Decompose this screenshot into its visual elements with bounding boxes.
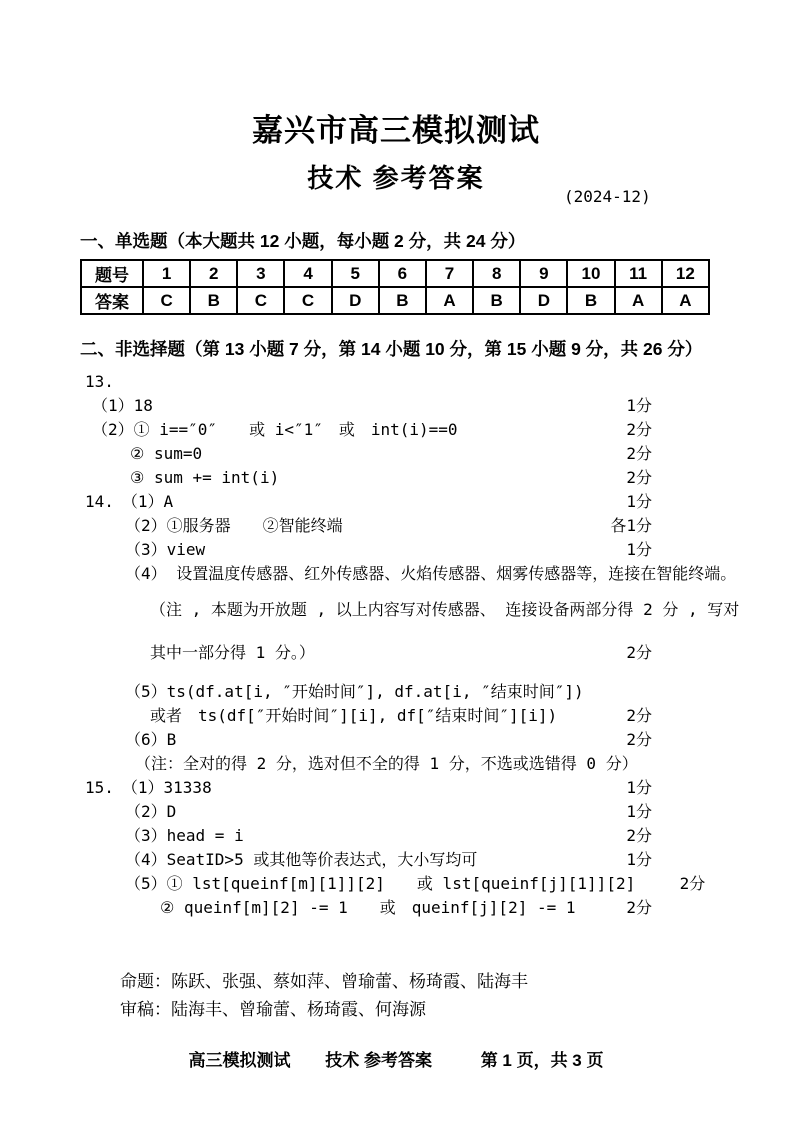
answer-line-text: 15. （1）31338 <box>85 778 212 797</box>
answer-line-text: （注 , 本题为开放题 , 以上内容写对传感器、 连接设备两部分得 2 分 , 写对 <box>150 600 740 619</box>
table-cell: D <box>332 287 379 314</box>
answer-line-text: （1）18 <box>92 396 153 415</box>
credits-reviewers: 审稿：陆海丰、曾瑜蕾、杨琦霞、何海源 <box>120 1000 426 1019</box>
footer-exam-name: 高三模拟测试 <box>188 1051 291 1070</box>
answer-line-score: 2分 <box>626 826 652 845</box>
answer-line-text: （注：全对的得 2 分，选对但不全的得 1 分，不选或选错得 0 分） <box>135 754 638 773</box>
answer-line-text: （2）D <box>125 802 177 821</box>
page-footer <box>80 1046 712 1071</box>
answer-line <box>80 752 712 776</box>
answer-table <box>80 259 710 315</box>
answer-line <box>80 370 712 394</box>
table-cell: 9 <box>520 260 567 287</box>
section1-heading: 一、单选题（本大题共 12 小题，每小题 2 分，共 24 分） <box>80 231 526 251</box>
answer-line-text: 14. （1）A <box>85 492 174 511</box>
table-cell: 11 <box>615 260 662 287</box>
subtitle-row <box>80 163 712 206</box>
answer-line <box>80 728 712 752</box>
answer-line-score: 各1分 <box>610 516 652 535</box>
table-cell: B <box>473 287 520 314</box>
answer-line-score: 2分 <box>626 444 652 463</box>
answer-line-text: ③ sum += int(i) <box>130 468 280 487</box>
answer-line <box>80 848 712 872</box>
answer-line-score: 1分 <box>626 778 652 797</box>
answer-line <box>80 514 712 538</box>
answer-line <box>80 538 712 562</box>
footer-page-info: 第 1 页，共 3 页 <box>480 1051 604 1070</box>
answer-line-score: 2分 <box>626 898 652 917</box>
answer-line-score: 1分 <box>626 540 652 559</box>
answer-line <box>80 896 712 920</box>
answer-line-score: 2分 <box>626 706 652 725</box>
answer-line-score: 1分 <box>626 492 652 511</box>
table-row-header: 题号 <box>81 260 143 287</box>
table-cell: A <box>426 287 473 314</box>
answer-line <box>80 824 712 848</box>
answer-line-score: 1分 <box>626 802 652 821</box>
answer-line <box>80 776 712 800</box>
footer-subject: 技术 参考答案 <box>325 1051 432 1070</box>
answer-line-score: 2分 <box>626 420 652 439</box>
answer-line-text: 或者 ts(df[″开始时间″][i], df[″结束时间″][i]) <box>150 706 558 725</box>
answer-line-text: （4）SeatID>5 或其他等价表达式，大小写均可 <box>125 850 478 869</box>
answer-line <box>80 598 740 622</box>
table-cell: 1 <box>143 260 190 287</box>
answer-line <box>80 466 712 490</box>
table-cell: 12 <box>662 260 709 287</box>
table-cell: A <box>662 287 709 314</box>
answer-line-text: 其中一部分得 1 分。） <box>150 643 315 662</box>
answer-line-score: 2分 <box>626 468 652 487</box>
answer-line-text: ② queinf[m][2] -= 1 或 queinf[j][2] -= 1 <box>160 898 576 917</box>
answer-line <box>80 490 712 514</box>
answer-line-text: 13. <box>85 372 114 391</box>
page-title: 嘉兴市高三模拟测试 <box>252 113 540 148</box>
page-subtitle: 技术 参考答案 <box>307 163 485 193</box>
answer-line <box>80 394 712 418</box>
answer-line-score: 2分 <box>626 643 652 662</box>
table-cell: 10 <box>567 260 614 287</box>
answer-lines <box>80 370 740 920</box>
table-cell: 2 <box>190 260 237 287</box>
table-row <box>81 287 709 314</box>
section2-heading: 二、非选择题（第 13 小题 7 分，第 14 小题 10 分，第 15 小题 9 分，共 26 分） <box>80 339 703 359</box>
answer-line <box>80 562 737 586</box>
table-cell: C <box>237 287 284 314</box>
credits-block <box>80 968 712 1024</box>
answer-line-text: （4） 设置温度传感器、红外传感器、火焰传感器、烟雾传感器等，连接在智能终端。 <box>125 564 737 583</box>
answer-line-score: 2分 <box>679 874 706 893</box>
answer-line-text: （5）① lst[queinf[m][1]][2] 或 lst[queinf[j][1]][2] <box>125 874 636 893</box>
table-cell: 8 <box>473 260 520 287</box>
answer-line-score: 1分 <box>626 396 652 415</box>
credits-authors: 命题：陈跃、张强、蔡如萍、曾瑜蕾、杨琦霞、陆海丰 <box>120 972 528 991</box>
table-row <box>81 260 709 287</box>
answer-line-text: （2）①服务器 ②智能终端 <box>125 516 343 535</box>
table-row-header: 答案 <box>81 287 143 314</box>
table-cell: B <box>379 287 426 314</box>
answer-line <box>80 442 712 466</box>
answer-line <box>80 418 712 442</box>
answer-line-text: （3）view <box>125 540 206 559</box>
table-cell: A <box>615 287 662 314</box>
answer-line-text: （6）B <box>125 730 177 749</box>
answer-line-score: 2分 <box>626 730 652 749</box>
answer-line-text: ② sum=0 <box>130 444 203 463</box>
answer-line <box>80 872 712 896</box>
answer-line-score: 1分 <box>626 850 652 869</box>
answer-line-text: （3）head = i <box>125 826 244 845</box>
table-cell: B <box>567 287 614 314</box>
table-cell: C <box>284 287 331 314</box>
table-cell: 5 <box>332 260 379 287</box>
table-cell: 7 <box>426 260 473 287</box>
table-cell: C <box>143 287 190 314</box>
date-label: (2024-12) <box>564 187 651 206</box>
answer-line <box>80 800 712 824</box>
table-cell: D <box>520 287 567 314</box>
answer-line <box>80 704 712 728</box>
answer-line <box>80 680 712 704</box>
table-cell: B <box>190 287 237 314</box>
answer-line <box>80 641 712 665</box>
table-cell: 3 <box>237 260 284 287</box>
table-cell: 6 <box>379 260 426 287</box>
table-cell: 4 <box>284 260 331 287</box>
answer-line-text: （2）① i==″0″ 或 i<″1″ 或 int(i)==0 <box>92 420 458 439</box>
answer-line-text: （5）ts(df.at[i, ″开始时间″], df.at[i, ″结束时间″]) <box>125 682 584 701</box>
